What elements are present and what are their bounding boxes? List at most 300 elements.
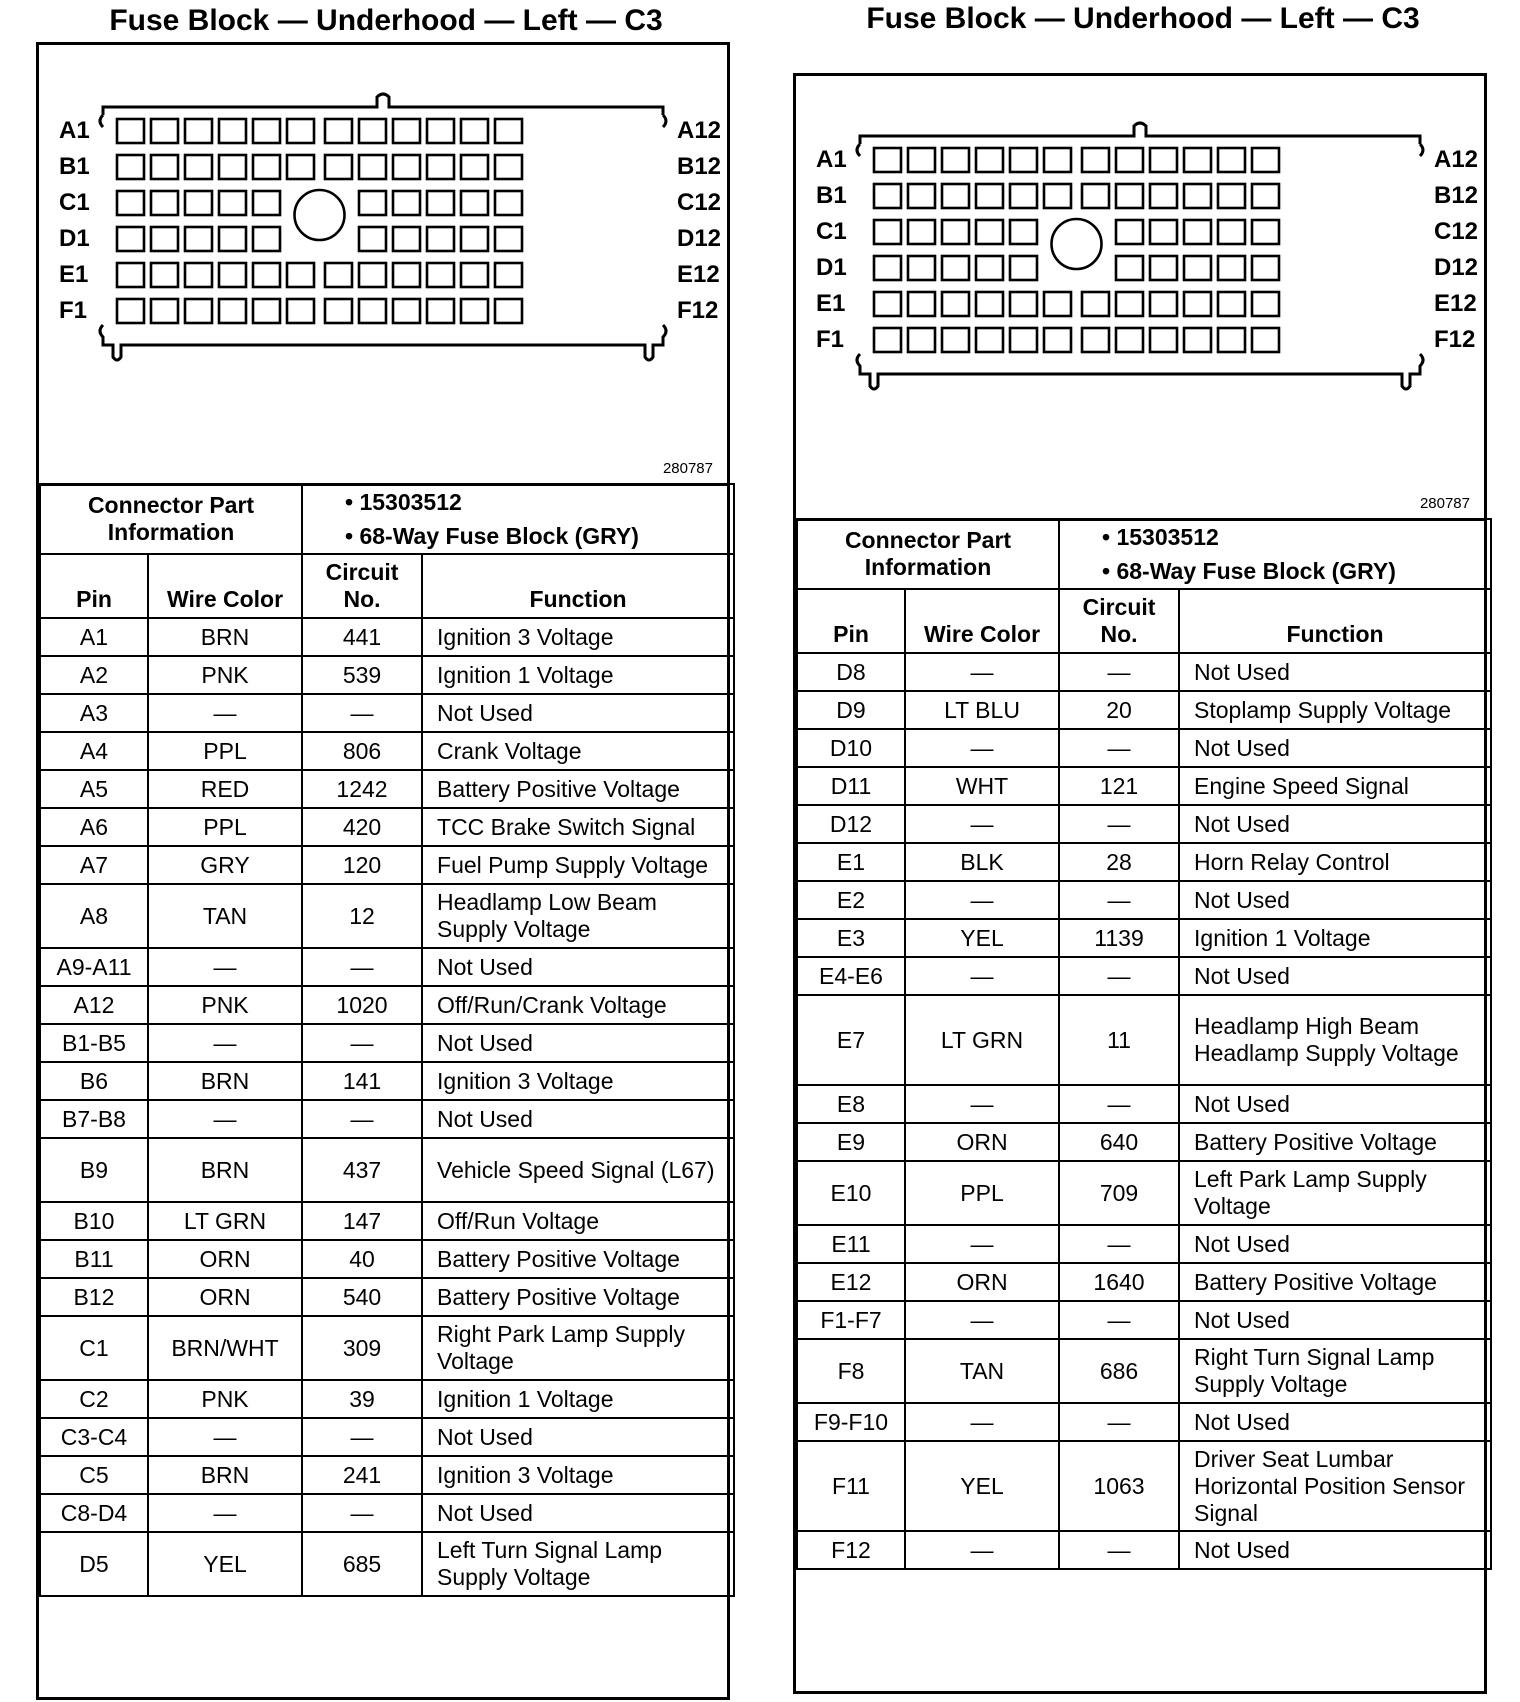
function-cell: Not Used xyxy=(1179,881,1491,919)
function-cell: Right Turn Signal Lamp Supply Voltage xyxy=(1179,1339,1491,1403)
row-label: A1 xyxy=(59,117,90,144)
table-row xyxy=(40,846,734,884)
row-label: B12 xyxy=(1434,182,1479,209)
wire-color-cell: PNK xyxy=(148,1380,302,1418)
table-row xyxy=(797,805,1491,843)
pin-cell: C5 xyxy=(40,1456,148,1494)
pin-cavity xyxy=(393,155,420,179)
pin-cavity xyxy=(976,328,1003,352)
wire-color-cell: YEL xyxy=(148,1532,302,1596)
pin-cavity xyxy=(151,119,178,143)
pin-cavity xyxy=(219,155,246,179)
pin-cavity xyxy=(359,299,386,323)
housing-bottom xyxy=(857,354,1423,389)
pin-cavity xyxy=(151,191,178,215)
function-cell: Not Used xyxy=(1179,1531,1491,1569)
table-row xyxy=(40,656,734,694)
pin-cell: B10 xyxy=(40,1202,148,1240)
pin-cavity xyxy=(874,220,901,244)
circuit-number-cell: 539 xyxy=(302,656,422,694)
pin-cavity xyxy=(908,292,935,316)
housing-left-latch xyxy=(857,144,860,156)
connector-part-numbers xyxy=(302,484,734,554)
function-cell: Headlamp High Beam Headlamp Supply Voltage xyxy=(1179,995,1491,1085)
pin-cavity xyxy=(908,256,935,280)
pin-cell: C8-D4 xyxy=(40,1494,148,1532)
table-row xyxy=(797,957,1491,995)
wire-color-cell: — xyxy=(905,805,1059,843)
wire-color-cell: PPL xyxy=(148,732,302,770)
pin-cavity xyxy=(117,191,144,215)
row-label: D12 xyxy=(1434,254,1479,281)
row-label: B12 xyxy=(677,153,722,180)
wire-color-cell: — xyxy=(905,1225,1059,1263)
circuit-number-cell: — xyxy=(1059,1531,1179,1569)
pin-cavity xyxy=(1218,256,1245,280)
circuit-number-cell: 709 xyxy=(1059,1161,1179,1225)
function-cell: Not Used xyxy=(1179,653,1491,691)
wire-color-cell: PPL xyxy=(148,808,302,846)
function-cell: Ignition 1 Voltage xyxy=(422,656,734,694)
circuit-number-cell: 1640 xyxy=(1059,1263,1179,1301)
wire-color-cell: BLK xyxy=(905,843,1059,881)
pin-cavity xyxy=(1010,220,1037,244)
pin-cavity xyxy=(1252,220,1279,244)
table-row xyxy=(40,770,734,808)
circuit-number-cell: 1020 xyxy=(302,986,422,1024)
circuit-number-cell: — xyxy=(1059,1403,1179,1441)
table-row xyxy=(797,1161,1491,1225)
pin-cell: F9-F10 xyxy=(797,1403,905,1441)
pin-cavity xyxy=(1184,292,1211,316)
table-row xyxy=(40,1138,734,1202)
pin-cavity xyxy=(185,119,212,143)
function-cell: Stoplamp Supply Voltage xyxy=(1179,691,1491,729)
pin-cavity xyxy=(427,299,454,323)
pin-cavity xyxy=(461,299,488,323)
row-label: D1 xyxy=(816,254,847,281)
pin-cavity xyxy=(427,191,454,215)
wire-color-cell: ORN xyxy=(905,1263,1059,1301)
table-row xyxy=(40,1278,734,1316)
pin-cell: E4-E6 xyxy=(797,957,905,995)
table-row xyxy=(797,1403,1491,1441)
row-label: D1 xyxy=(59,225,90,252)
connector-part-numbers xyxy=(1059,519,1491,589)
pin-cell: B6 xyxy=(40,1062,148,1100)
pin-cavity xyxy=(117,299,144,323)
wire-color-cell: TAN xyxy=(905,1339,1059,1403)
pin-cavity xyxy=(942,148,969,172)
circuit-number-cell: 40 xyxy=(302,1240,422,1278)
wire-color-cell: PNK xyxy=(148,986,302,1024)
wire-color-cell: — xyxy=(148,1024,302,1062)
pin-cavity xyxy=(1116,220,1143,244)
function-cell: Fuel Pump Supply Voltage xyxy=(422,846,734,884)
function-cell: Vehicle Speed Signal (L67) xyxy=(422,1138,734,1202)
circuit-number-cell: 20 xyxy=(1059,691,1179,729)
housing-right-latch xyxy=(663,115,666,127)
pin-cavity xyxy=(874,328,901,352)
pin-cell: A8 xyxy=(40,884,148,948)
pin-cavity xyxy=(908,220,935,244)
table-row xyxy=(797,919,1491,957)
function-cell: Ignition 3 Voltage xyxy=(422,618,734,656)
pin-cavity xyxy=(495,299,522,323)
pin-cavity xyxy=(1218,148,1245,172)
pin-cavity xyxy=(151,263,178,287)
pin-cell: D8 xyxy=(797,653,905,691)
pin-cavity xyxy=(219,299,246,323)
pin-cavity xyxy=(874,184,901,208)
circuit-number-cell: 640 xyxy=(1059,1123,1179,1161)
function-cell: Battery Positive Voltage xyxy=(422,770,734,808)
pin-cavity xyxy=(185,299,212,323)
wire-color-cell: BRN xyxy=(148,1062,302,1100)
housing-left-latch xyxy=(100,115,103,127)
pin-cavity xyxy=(253,191,280,215)
pin-cavity xyxy=(359,155,386,179)
circuit-number-cell: 147 xyxy=(302,1202,422,1240)
circuit-number-cell: 120 xyxy=(302,846,422,884)
table-row xyxy=(797,729,1491,767)
pin-cavity xyxy=(253,299,280,323)
column-header-wire: Wire Color xyxy=(148,554,302,618)
pin-cavity xyxy=(393,191,420,215)
wire-color-cell: — xyxy=(148,1494,302,1532)
wire-color-cell: — xyxy=(148,1100,302,1138)
pin-cavity xyxy=(325,263,352,287)
pin-cell: C3-C4 xyxy=(40,1418,148,1456)
table-row xyxy=(40,694,734,732)
pin-cavity xyxy=(1184,220,1211,244)
table-row xyxy=(40,1456,734,1494)
pin-cavity xyxy=(325,299,352,323)
pin-cavity xyxy=(976,184,1003,208)
connector-part-number: • 15303512 xyxy=(1102,524,1219,550)
pin-cavity xyxy=(117,119,144,143)
pin-cavity xyxy=(942,328,969,352)
table-row xyxy=(40,618,734,656)
wire-color-cell: LT BLU xyxy=(905,691,1059,729)
table-row xyxy=(797,767,1491,805)
pin-cavity xyxy=(461,191,488,215)
pin-cavity xyxy=(1082,328,1109,352)
circuit-number-cell: — xyxy=(302,948,422,986)
pin-cell: E11 xyxy=(797,1225,905,1263)
pin-cavity xyxy=(461,227,488,251)
pin-cavity xyxy=(1010,184,1037,208)
pin-cavity xyxy=(151,155,178,179)
pin-cell: D11 xyxy=(797,767,905,805)
function-cell: Battery Positive Voltage xyxy=(1179,1123,1491,1161)
circuit-number-cell: 540 xyxy=(302,1278,422,1316)
table-row xyxy=(40,1418,734,1456)
column-header-wire: Wire Color xyxy=(905,589,1059,653)
table-row xyxy=(40,884,734,948)
pin-cavity xyxy=(359,227,386,251)
connector-part-number: • 68-Way Fuse Block (GRY) xyxy=(345,523,639,549)
pin-cavity xyxy=(185,227,212,251)
pin-cell: F8 xyxy=(797,1339,905,1403)
wire-color-cell: BRN/WHT xyxy=(148,1316,302,1380)
pin-table xyxy=(796,518,1492,1570)
pin-cavity xyxy=(185,155,212,179)
circuit-number-cell: 686 xyxy=(1059,1339,1179,1403)
table-row xyxy=(40,1062,734,1100)
circuit-number-cell: — xyxy=(302,1024,422,1062)
pin-cavity xyxy=(1010,292,1037,316)
function-cell: Not Used xyxy=(1179,729,1491,767)
connector-diagram xyxy=(39,45,727,486)
connector-part-number: • 15303512 xyxy=(345,489,462,515)
row-label: C1 xyxy=(816,218,847,245)
pin-cell: E12 xyxy=(797,1263,905,1301)
function-cell: Not Used xyxy=(1179,805,1491,843)
pin-cavity xyxy=(393,119,420,143)
function-cell: Ignition 1 Voltage xyxy=(1179,919,1491,957)
pin-cavity xyxy=(1218,328,1245,352)
pin-cavity xyxy=(151,227,178,251)
pin-cavity xyxy=(461,263,488,287)
pin-cavity xyxy=(287,119,314,143)
wire-color-cell: PPL xyxy=(905,1161,1059,1225)
row-label: A1 xyxy=(816,146,847,173)
pin-cell: D10 xyxy=(797,729,905,767)
pin-cell: E10 xyxy=(797,1161,905,1225)
connector-face-drawing xyxy=(796,76,1484,521)
pin-cavity xyxy=(359,119,386,143)
column-header-pin: Pin xyxy=(797,589,905,653)
pin-cavity xyxy=(1252,328,1279,352)
pin-cavity xyxy=(1010,148,1037,172)
row-label: F12 xyxy=(677,297,719,324)
wire-color-cell: LT GRN xyxy=(905,995,1059,1085)
pin-cavity xyxy=(1218,220,1245,244)
pin-cavity xyxy=(1150,148,1177,172)
housing-top xyxy=(103,94,663,115)
circuit-number-cell: — xyxy=(1059,957,1179,995)
table-row xyxy=(797,1123,1491,1161)
pin-cavity xyxy=(253,155,280,179)
circuit-number-cell: 685 xyxy=(302,1532,422,1596)
pin-cell: A6 xyxy=(40,808,148,846)
pin-cavity xyxy=(1184,184,1211,208)
pin-cell: B1-B5 xyxy=(40,1024,148,1062)
pin-cavity xyxy=(976,256,1003,280)
wire-color-cell: LT GRN xyxy=(148,1202,302,1240)
pin-cavity xyxy=(427,119,454,143)
function-cell: Not Used xyxy=(422,1494,734,1532)
pin-cavity xyxy=(393,227,420,251)
function-cell: Not Used xyxy=(422,1100,734,1138)
circuit-number-cell: — xyxy=(302,694,422,732)
pin-cavity xyxy=(1044,292,1071,316)
connector-info-label: Connector Part Information xyxy=(40,484,302,554)
table-row xyxy=(40,808,734,846)
pin-cavity xyxy=(287,155,314,179)
pin-cavity xyxy=(942,256,969,280)
pin-cavity xyxy=(461,155,488,179)
pin-cell: D12 xyxy=(797,805,905,843)
row-label: E12 xyxy=(1434,290,1477,317)
pin-cavity xyxy=(976,148,1003,172)
pin-cavity xyxy=(1116,256,1143,280)
pin-cavity xyxy=(495,191,522,215)
function-cell: Driver Seat Lumbar Horizontal Position Sensor Signal xyxy=(1179,1441,1491,1531)
pin-cavity xyxy=(117,155,144,179)
pin-cavity xyxy=(1184,148,1211,172)
function-cell: Ignition 3 Voltage xyxy=(422,1062,734,1100)
pin-cavity xyxy=(1116,292,1143,316)
circuit-number-cell: — xyxy=(1059,1225,1179,1263)
wire-color-cell: BRN xyxy=(148,1138,302,1202)
pin-cavity xyxy=(1252,184,1279,208)
table-row xyxy=(797,653,1491,691)
pin-cavity xyxy=(325,119,352,143)
function-cell: Not Used xyxy=(1179,1301,1491,1339)
circuit-number-cell: 241 xyxy=(302,1456,422,1494)
function-cell: Not Used xyxy=(422,948,734,986)
pin-cell: A9-A11 xyxy=(40,948,148,986)
row-label: E12 xyxy=(677,261,720,288)
pin-cavity xyxy=(495,227,522,251)
pin-cavity xyxy=(1150,328,1177,352)
circuit-number-cell: — xyxy=(1059,653,1179,691)
pin-cell: A5 xyxy=(40,770,148,808)
table-row xyxy=(797,1225,1491,1263)
pin-cavity xyxy=(117,227,144,251)
function-cell: Headlamp Low Beam Supply Voltage xyxy=(422,884,734,948)
connector-face-drawing xyxy=(39,45,727,486)
pin-cavity xyxy=(1010,256,1037,280)
function-cell: Off/Run Voltage xyxy=(422,1202,734,1240)
row-label: D12 xyxy=(677,225,722,252)
pin-cavity xyxy=(219,119,246,143)
circuit-number-cell: 420 xyxy=(302,808,422,846)
circuit-number-cell: — xyxy=(1059,1301,1179,1339)
pin-cavity xyxy=(1252,292,1279,316)
pin-cavity xyxy=(287,299,314,323)
row-label: E1 xyxy=(59,261,89,288)
circuit-number-cell: 441 xyxy=(302,618,422,656)
pin-cell: E3 xyxy=(797,919,905,957)
pin-cell: E7 xyxy=(797,995,905,1085)
circuit-number-cell: 309 xyxy=(302,1316,422,1380)
diagram-part-number: 280787 xyxy=(662,460,713,477)
row-label: A12 xyxy=(1434,146,1479,173)
function-cell: Battery Positive Voltage xyxy=(422,1278,734,1316)
function-cell: Horn Relay Control xyxy=(1179,843,1491,881)
table-row xyxy=(797,1301,1491,1339)
table-row xyxy=(40,1494,734,1532)
wire-color-cell: GRY xyxy=(148,846,302,884)
pin-cavity xyxy=(253,263,280,287)
pin-cavity xyxy=(325,155,352,179)
pin-cavity xyxy=(1044,328,1071,352)
pin-cell: B12 xyxy=(40,1278,148,1316)
pin-cavity xyxy=(495,155,522,179)
wire-color-cell: — xyxy=(905,1531,1059,1569)
pin-cell: A7 xyxy=(40,846,148,884)
pin-cavity xyxy=(185,263,212,287)
circuit-number-cell: 39 xyxy=(302,1380,422,1418)
function-cell: Left Turn Signal Lamp Supply Voltage xyxy=(422,1532,734,1596)
diagram-part-number: 280787 xyxy=(1419,495,1470,512)
circuit-number-cell: 141 xyxy=(302,1062,422,1100)
pin-cell: E8 xyxy=(797,1085,905,1123)
function-cell: Battery Positive Voltage xyxy=(1179,1263,1491,1301)
wire-color-cell: — xyxy=(148,694,302,732)
pin-cavity xyxy=(219,227,246,251)
pin-cavity xyxy=(253,227,280,251)
function-cell: Not Used xyxy=(1179,957,1491,995)
table-row xyxy=(797,995,1491,1085)
row-label: C12 xyxy=(1434,218,1479,245)
wire-color-cell: — xyxy=(148,948,302,986)
row-label: C1 xyxy=(59,189,90,216)
table-row xyxy=(797,1263,1491,1301)
circuit-number-cell: 437 xyxy=(302,1138,422,1202)
pin-cell: A12 xyxy=(40,986,148,1024)
circuit-number-cell: — xyxy=(1059,729,1179,767)
circuit-number-cell: 12 xyxy=(302,884,422,948)
pin-cavity xyxy=(427,227,454,251)
pin-cavity xyxy=(151,299,178,323)
pin-cell: F12 xyxy=(797,1531,905,1569)
table-row xyxy=(40,1240,734,1278)
wire-color-cell: TAN xyxy=(148,884,302,948)
function-cell: Left Park Lamp Supply Voltage xyxy=(1179,1161,1491,1225)
function-cell: Crank Voltage xyxy=(422,732,734,770)
connector-frame xyxy=(36,42,730,1700)
pin-cell: A3 xyxy=(40,694,148,732)
pin-cavity xyxy=(976,292,1003,316)
column-header-circuit: Circuit No. xyxy=(1059,589,1179,653)
function-cell: Not Used xyxy=(1179,1403,1491,1441)
pin-cavity xyxy=(393,263,420,287)
pin-cell: B7-B8 xyxy=(40,1100,148,1138)
pin-cell: E1 xyxy=(797,843,905,881)
pin-cavity xyxy=(942,292,969,316)
function-cell: Not Used xyxy=(422,1418,734,1456)
pin-cavity xyxy=(1082,184,1109,208)
connector-info-label: Connector Part Information xyxy=(797,519,1059,589)
function-cell: Ignition 3 Voltage xyxy=(422,1456,734,1494)
pin-cavity xyxy=(874,292,901,316)
circuit-number-cell: — xyxy=(302,1418,422,1456)
pin-cavity xyxy=(1218,292,1245,316)
row-label: F12 xyxy=(1434,326,1476,353)
pin-cell: B9 xyxy=(40,1138,148,1202)
connector-diagram xyxy=(796,76,1484,521)
panel-title: Fuse Block — Underhood — Left — C3 xyxy=(866,2,1420,35)
pin-cavity xyxy=(359,191,386,215)
circuit-number-cell: 121 xyxy=(1059,767,1179,805)
pin-cavity xyxy=(359,263,386,287)
pin-cavity xyxy=(495,119,522,143)
pin-cavity xyxy=(1150,292,1177,316)
wire-color-cell: ORN xyxy=(905,1123,1059,1161)
circuit-number-cell: 1139 xyxy=(1059,919,1179,957)
wire-color-cell: ORN xyxy=(148,1278,302,1316)
table-row xyxy=(40,948,734,986)
pin-cavity xyxy=(427,263,454,287)
pin-cavity xyxy=(1010,328,1037,352)
wire-color-cell: ORN xyxy=(148,1240,302,1278)
table-row xyxy=(797,1085,1491,1123)
wire-color-cell: BRN xyxy=(148,618,302,656)
